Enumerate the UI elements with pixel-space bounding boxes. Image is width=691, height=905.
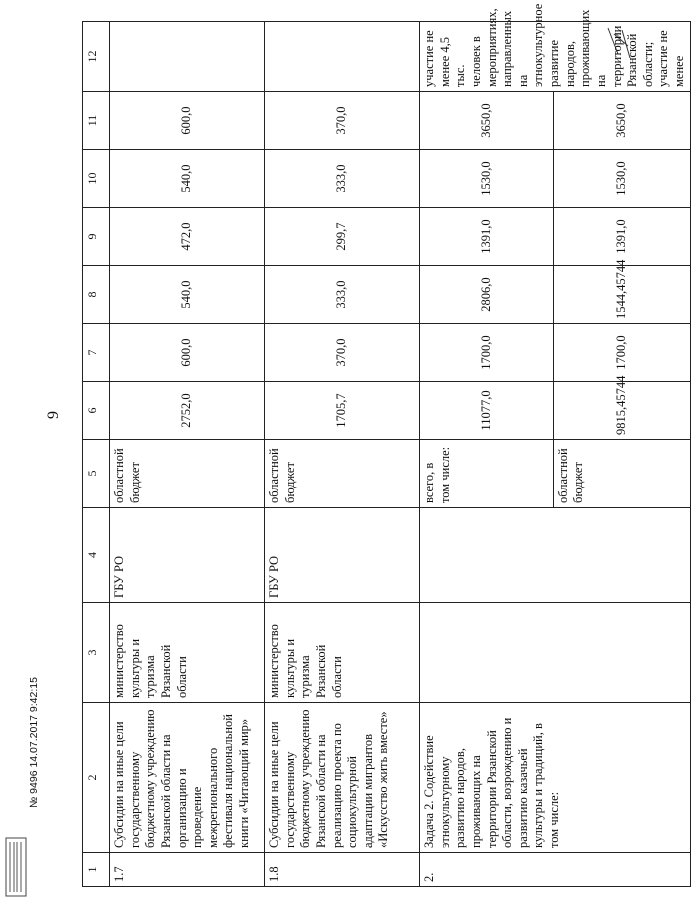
header-cell: 12 [83,22,110,92]
row-value: 600,0 [110,324,265,382]
budget-table [82,3,691,887]
row-id: 1.7 [110,853,265,887]
row-indicator: участие не менее 4,5 тыс. человек в мероприятиях, направленных на этнокультурное развитие народов, проживающих на территории Рязанской области; участие не менее [420,22,691,92]
header-cell: 10 [83,150,110,208]
row-value: 3650,0 [420,92,554,150]
row-source: областной бюджет [110,440,265,508]
row-value: 333,0 [265,266,420,324]
header-cell: 11 [83,92,110,150]
row-name: Субсидии на иные цели государственному бюджетному учреждению Рязанской области на организацию и проведение межрегионального фестиваля национальной книги «Читающий мир» [110,703,265,853]
row-value: 1530,0 [553,150,690,208]
row-indicator [110,22,265,92]
table-row [265,22,420,887]
row-indicator [265,22,420,92]
header-cell: 7 [83,324,110,382]
row-value: 11077,0 [420,382,554,440]
row-executor: министерство культуры и туризма Рязанской области [265,603,420,703]
row-value: 9815,45744 [553,382,690,440]
row-value: 370,0 [265,324,420,382]
row-id: 1.8 [265,853,420,887]
row-recipient: ГБУ РО [265,508,420,603]
header-row [83,22,110,887]
row-value: 1700,0 [553,324,690,382]
row-recipient [420,508,691,603]
header-cell: 1 [83,853,110,887]
row-value: 540,0 [110,150,265,208]
barcode-stamp-icon [4,836,28,898]
registration-stamp: № 9496 14.07.2017 9:42:15 [28,677,40,808]
header-cell: 9 [83,208,110,266]
row-value: 600,0 [110,92,265,150]
row-source: всего, в том числе: [420,440,554,508]
row-value: 1391,0 [420,208,554,266]
rotated-table-container [82,3,686,887]
row-value: 1530,0 [420,150,554,208]
row-value: 3650,0 [553,92,690,150]
row-value: 2806,0 [420,266,554,324]
row-value: 540,0 [110,266,265,324]
table-row [420,22,554,887]
row-value: 333,0 [265,150,420,208]
row-id: 2. [420,853,691,887]
row-value: 1544,45744 [553,266,690,324]
table-row [110,22,265,887]
header-cell: 8 [83,266,110,324]
row-source: областной бюджет [265,440,420,508]
row-executor: министерство культуры и туризма Рязанской области [110,603,265,703]
row-executor [420,603,691,703]
row-recipient: ГБУ РО [110,508,265,603]
header-cell: 5 [83,440,110,508]
header-cell: 4 [83,508,110,603]
row-name: Субсидии на иные цели государственному бюджетному учреждению Рязанской области на реализацию проекта по социокультурной адаптации мигрантов «Искусство жить вместе» [265,703,420,853]
row-value: 1391,0 [553,208,690,266]
row-value: 299,7 [265,208,420,266]
row-name: Задача 2. Содействие этнокультурному развитию народов, проживающих на территории Рязанской области, возрождению и развитию казачьей культуры и традиций, в том числе: [420,703,691,853]
row-value: 472,0 [110,208,265,266]
page-number: 9 [45,411,62,419]
row-value: 1700,0 [420,324,554,382]
row-value: 370,0 [265,92,420,150]
row-source: областной бюджет [553,440,690,508]
header-cell: 3 [83,603,110,703]
header-cell: 2 [83,703,110,853]
row-value: 2752,0 [110,382,265,440]
header-cell: 6 [83,382,110,440]
row-value: 1705,7 [265,382,420,440]
